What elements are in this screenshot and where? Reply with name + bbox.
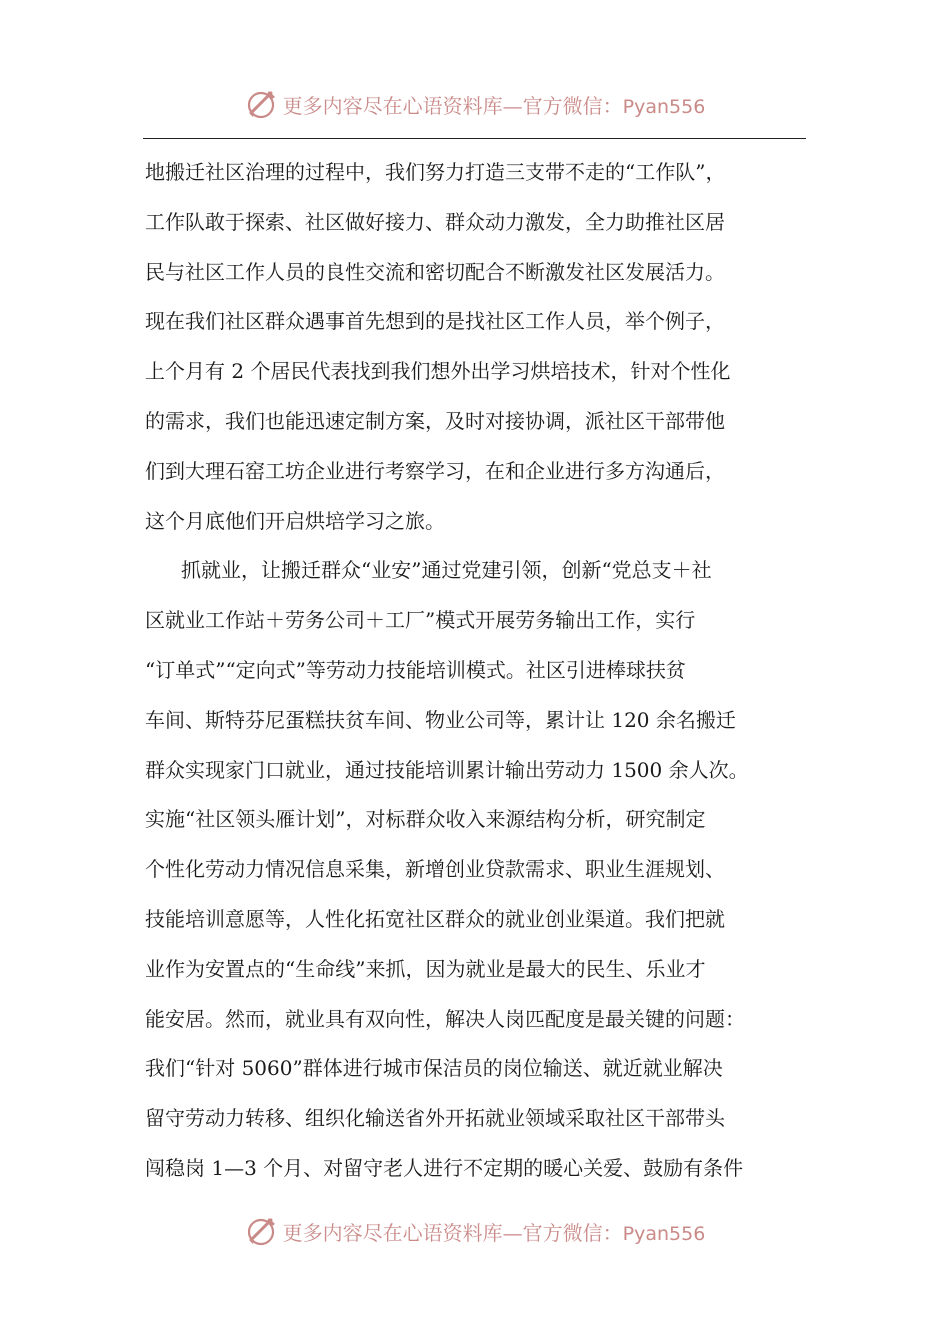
text-line: 现在我们社区群众遇事首先想到的是找社区工作人员，举个例子， [145, 309, 725, 334]
footer-watermark [0, 1211, 950, 1251]
text-line: 个性化劳动力情况信息采集，新增创业贷款需求、职业生涯规划、 [145, 857, 725, 882]
watermark-text [283, 90, 706, 119]
text-line: 民与社区工作人员的良性交流和密切配合不断激发社区发展活力。 [145, 259, 725, 284]
text-line: 留守劳动力转移、组织化输送省外开拓就业领域采取社区干部带头 [145, 1106, 725, 1131]
pen-in-circle-logo-icon [245, 1214, 279, 1248]
text-line: 上个月有 2 个居民代表找到我们想外出学习烘培技术，针对个性化 [145, 359, 731, 384]
text-line: 区就业工作站＋劳务公司＋工厂”模式开展劳务输出工作，实行 [145, 608, 696, 633]
watermark-wechat-id: Pyan556 [622, 1222, 706, 1245]
watermark-wechat-label: 官方微信： [522, 1220, 623, 1245]
document-body [145, 152, 805, 1198]
text-line: 业作为安置点的“生命线”来抓，因为就业是最大的民生、乐业才 [145, 956, 706, 981]
text-line: “订单式”“定向式”等劳动力技能培训模式。社区引进棒球扶贫 [145, 657, 686, 682]
text-line: 群众实现家门口就业，通过技能培训累计输出劳动力 1500 余人次。 [145, 757, 749, 782]
text-line: 我们“针对 5060”群体进行城市保洁员的岗位输送、就近就业解决 [145, 1056, 723, 1081]
text-line: 实施“社区领头雁计划”，对标群众收入来源结构分析，研究制定 [145, 807, 706, 832]
watermark-brand: 更多内容尽在心语资料库 [282, 93, 503, 118]
text-line: 的需求，我们也能迅速定制方案，及时对接协调，派社区干部带他 [145, 408, 725, 433]
paragraph-1 [145, 152, 805, 550]
watermark-text [283, 1217, 706, 1246]
text-line: 能安居。然而，就业具有双向性，解决人岗匹配度是最关键的问题： [145, 1006, 745, 1031]
watermark-brand: 更多内容尽在心语资料库 [282, 1220, 503, 1245]
header-watermark [0, 84, 950, 124]
text-line: 工作队敢于探索、社区做好接力、群众动力激发，全力助推社区居 [145, 209, 725, 234]
text-line: 们到大理石窑工坊企业进行考察学习，在和企业进行多方沟通后， [145, 458, 725, 483]
text-line: 地搬迁社区治理的过程中，我们努力打造三支带不走的“工作队”， [145, 160, 726, 184]
text-line: 这个月底他们开启烘培学习之旅。 [145, 508, 445, 533]
pen-in-circle-logo-icon [245, 87, 279, 121]
text-line: 闯稳岗 1—3 个月、对留守老人进行不定期的暖心关爱、鼓励有条件 [145, 1155, 744, 1180]
text-line: 车间、斯特芬尼蛋糕扶贫车间、物业公司等，累计让 120 余名搬迁 [145, 707, 736, 732]
watermark-dash: — [502, 93, 523, 118]
text-line: 技能培训意愿等，人性化拓宽社区群众的就业创业渠道。我们把就 [145, 906, 725, 931]
text-line: 抓就业，让搬迁群众“业安”通过党建引领，创新“党总支＋社 [181, 558, 712, 583]
header-divider [143, 138, 806, 139]
watermark-wechat-id: Pyan556 [622, 95, 706, 118]
watermark-wechat-label: 官方微信： [522, 93, 623, 118]
watermark-dash: — [502, 1220, 523, 1245]
paragraph-2 [145, 550, 805, 1197]
